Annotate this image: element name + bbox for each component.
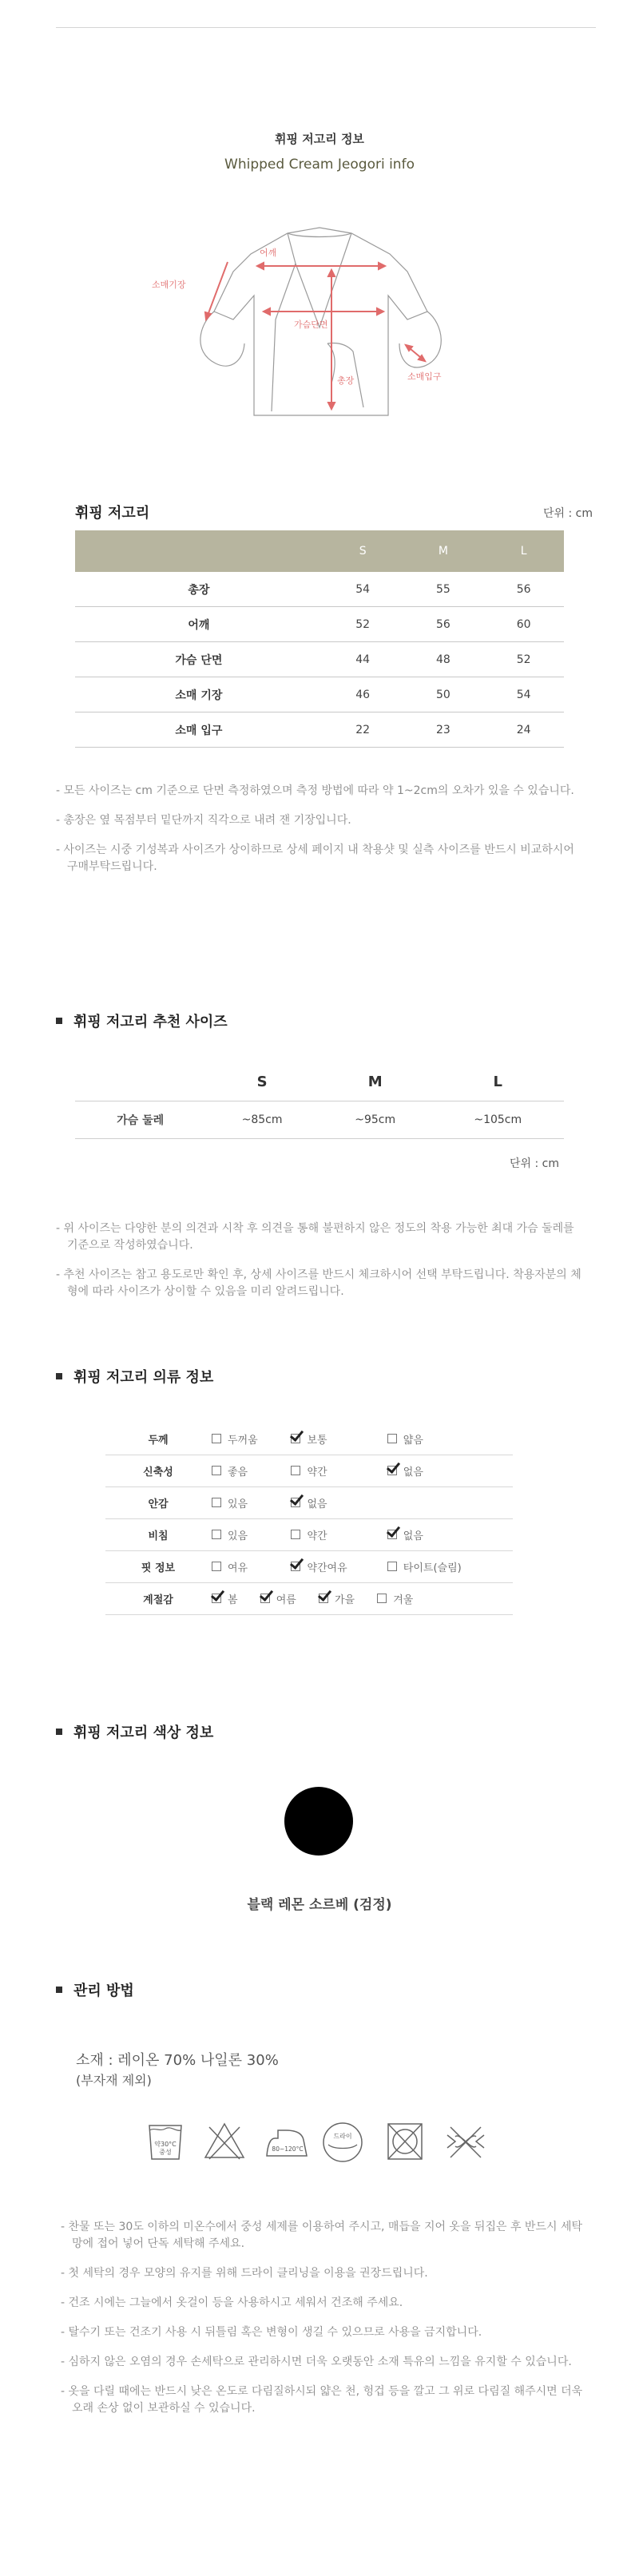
page-subtitle: Whipped Cream Jeogori info — [224, 157, 415, 173]
dry-clean-icon — [321, 2121, 364, 2164]
checkbox-checked-icon — [291, 1434, 300, 1443]
fabric-info-title: 휘핑 저고리 의류 정보 — [56, 1366, 213, 1387]
note-item: - 총장은 옆 목점부터 밑단까지 직각으로 내려 잰 기장입니다. — [56, 814, 351, 827]
no-tumble-dry-icon — [385, 2121, 425, 2162]
checkbox-checked-icon — [212, 1594, 221, 1603]
note-item: - 모든 사이즈는 cm 기준으로 단면 측정하였으며 측정 방법에 따라 약 1~2cm의 오차가 있을 수 있습니다. — [56, 784, 574, 797]
svg-text:약30°C: 약30°C — [154, 2141, 177, 2148]
label-sleeve-opening: 소매입구 — [407, 371, 442, 382]
material-note: (부자재 제외) — [76, 2073, 152, 2088]
care-title: 관리 방법 — [56, 1979, 134, 2000]
color-swatch — [284, 1787, 353, 1856]
label-shoulder: 어깨 — [260, 248, 277, 258]
section-bullet-icon — [56, 1987, 62, 1993]
size-col-blank — [75, 530, 323, 572]
note-item: - 찬물 또는 30도 이하의 미온수에서 중성 세제를 이용하여 주시고, 매듭을 지어 옷을 뒤집은 후 반드시 세탁망에 접어 넣어 단독 세탁해 주세요. — [61, 2221, 583, 2250]
svg-text:중성: 중성 — [159, 2149, 172, 2156]
table-row: 소매 기장 46 50 54 — [75, 677, 564, 712]
note-item: - 옷을 다릴 때에는 반드시 낮은 온도로 다림질하시되 얇은 천, 헝겁 등을 깔고 그 위로 다림질 해주시면 더욱 오래 손상 없이 보관하실 수 있습니다. — [61, 2385, 583, 2415]
note-item: - 사이즈는 시중 기성복과 사이즈가 상이하므로 상세 페이지 내 착용샷 및 실측 사이즈를 반드시 비교하시어 구매부탁드립니다. — [56, 843, 574, 873]
measurement-diagram — [152, 224, 471, 439]
checkbox-checked-icon — [319, 1594, 328, 1603]
care-notes — [61, 2219, 588, 2430]
checkbox-icon — [212, 1498, 221, 1507]
table-row: 어깨 52 56 60 — [75, 607, 564, 642]
size-table — [75, 530, 564, 748]
checkbox-icon — [212, 1530, 221, 1539]
material-text: 소재 : 레이온 70% 나일론 30% — [76, 2052, 279, 2069]
checkbox-icon — [291, 1466, 300, 1475]
table-row: 총장 54 55 56 — [75, 572, 564, 607]
section-bullet-icon — [56, 1018, 62, 1024]
checkbox-icon — [212, 1434, 221, 1443]
table-row: 안감 있음 없음 — [105, 1487, 513, 1519]
checkbox-icon — [212, 1466, 221, 1475]
table-row: 계절감 봄 여름 가을 겨울 — [105, 1583, 513, 1615]
recommend-notes — [56, 1221, 583, 1313]
fabric-info-table — [105, 1423, 513, 1615]
checkbox-icon — [377, 1594, 387, 1603]
hand-wash-30-icon — [147, 2121, 184, 2162]
svg-text:80~120°C: 80~120°C — [272, 2145, 304, 2153]
table-row: 두께 두꺼움 보통 얇음 — [105, 1423, 513, 1455]
note-item: - 첫 세탁의 경우 모양의 유지를 위해 드라이 클리닝을 이용을 권장드립니다. — [61, 2267, 428, 2280]
checkbox-checked-icon — [387, 1466, 397, 1475]
table-row: 핏 정보 여유 약간여유 타이트(슬림) — [105, 1551, 513, 1583]
recommend-table: S M L 가슴 둘레 ~85cm ~95cm ~105cm — [75, 1062, 564, 1139]
top-divider — [56, 27, 596, 28]
size-col-m: M — [403, 530, 484, 572]
no-bleach-icon — [203, 2121, 246, 2162]
page-title: 휘핑 저고리 정보 — [275, 132, 364, 146]
label-chest: 가슴단면 — [294, 320, 328, 330]
note-item: - 심하지 않은 오염의 경우 손세탁으로 관리하시면 더욱 오랫동안 소재 특유의 느낌을 유지할 수 있습니다. — [61, 2356, 572, 2368]
table-row: 비침 있음 약간 없음 — [105, 1519, 513, 1551]
section-bullet-icon — [56, 1729, 62, 1735]
checkbox-icon — [291, 1530, 300, 1539]
checkbox-checked-icon — [387, 1530, 397, 1539]
recommend-title: 휘핑 저고리 추천 사이즈 — [56, 1010, 228, 1031]
note-item: - 추천 사이즈는 참고 용도로만 확인 후, 상세 사이즈를 반드시 체크하시어 선택 부탁드립니다. 착용자분의 체형에 따라 사이즈가 상이할 수 있음을 미리 알려드립니다. — [56, 1268, 581, 1298]
table-row: 가슴 둘레 ~85cm ~95cm ~105cm — [75, 1101, 564, 1139]
section-bullet-icon — [56, 1373, 62, 1379]
iron-80-120-icon — [264, 2121, 310, 2162]
checkbox-icon — [387, 1434, 397, 1443]
size-col-s: S — [323, 530, 403, 572]
checkbox-checked-icon — [291, 1498, 300, 1507]
size-notes — [56, 783, 583, 888]
label-length: 총장 — [337, 375, 355, 386]
checkbox-checked-icon — [260, 1594, 270, 1603]
checkbox-icon — [212, 1562, 221, 1571]
color-name: 블랙 레몬 소르베 (검정) — [247, 1897, 392, 1913]
note-item: - 탈수기 또는 건조기 사용 시 뒤틀림 혹은 변형이 생길 수 있으므로 사용을 금지합니다. — [61, 2326, 482, 2339]
table-row: 소매 입구 22 23 24 — [75, 712, 564, 748]
note-item: - 건조 시에는 그늘에서 옷걸이 등을 사용하시고 세워서 건조해 주세요. — [61, 2296, 403, 2309]
size-unit: 단위 : cm — [542, 507, 593, 520]
table-row: 가슴 단면 44 48 52 — [75, 642, 564, 677]
label-sleeve-length: 소매기장 — [152, 280, 186, 290]
svg-text:드라이: 드라이 — [333, 2133, 352, 2140]
no-wring-icon — [444, 2121, 487, 2162]
checkbox-checked-icon — [291, 1562, 300, 1571]
checkbox-icon — [387, 1562, 397, 1571]
color-info-title: 휘핑 저고리 색상 정보 — [56, 1721, 213, 1742]
note-item: - 위 사이즈는 다양한 분의 의견과 시착 후 의견을 통해 불편하지 않은 정도의 착용 가능한 최대 가슴 둘레를 기준으로 작성하였습니다. — [56, 1222, 574, 1252]
table-row: 신축성 좋음 약간 없음 — [105, 1455, 513, 1487]
size-col-l: L — [483, 530, 564, 572]
recommend-unit: 단위 : cm — [509, 1157, 559, 1170]
size-table-title: 휘핑 저고리 — [75, 505, 150, 522]
